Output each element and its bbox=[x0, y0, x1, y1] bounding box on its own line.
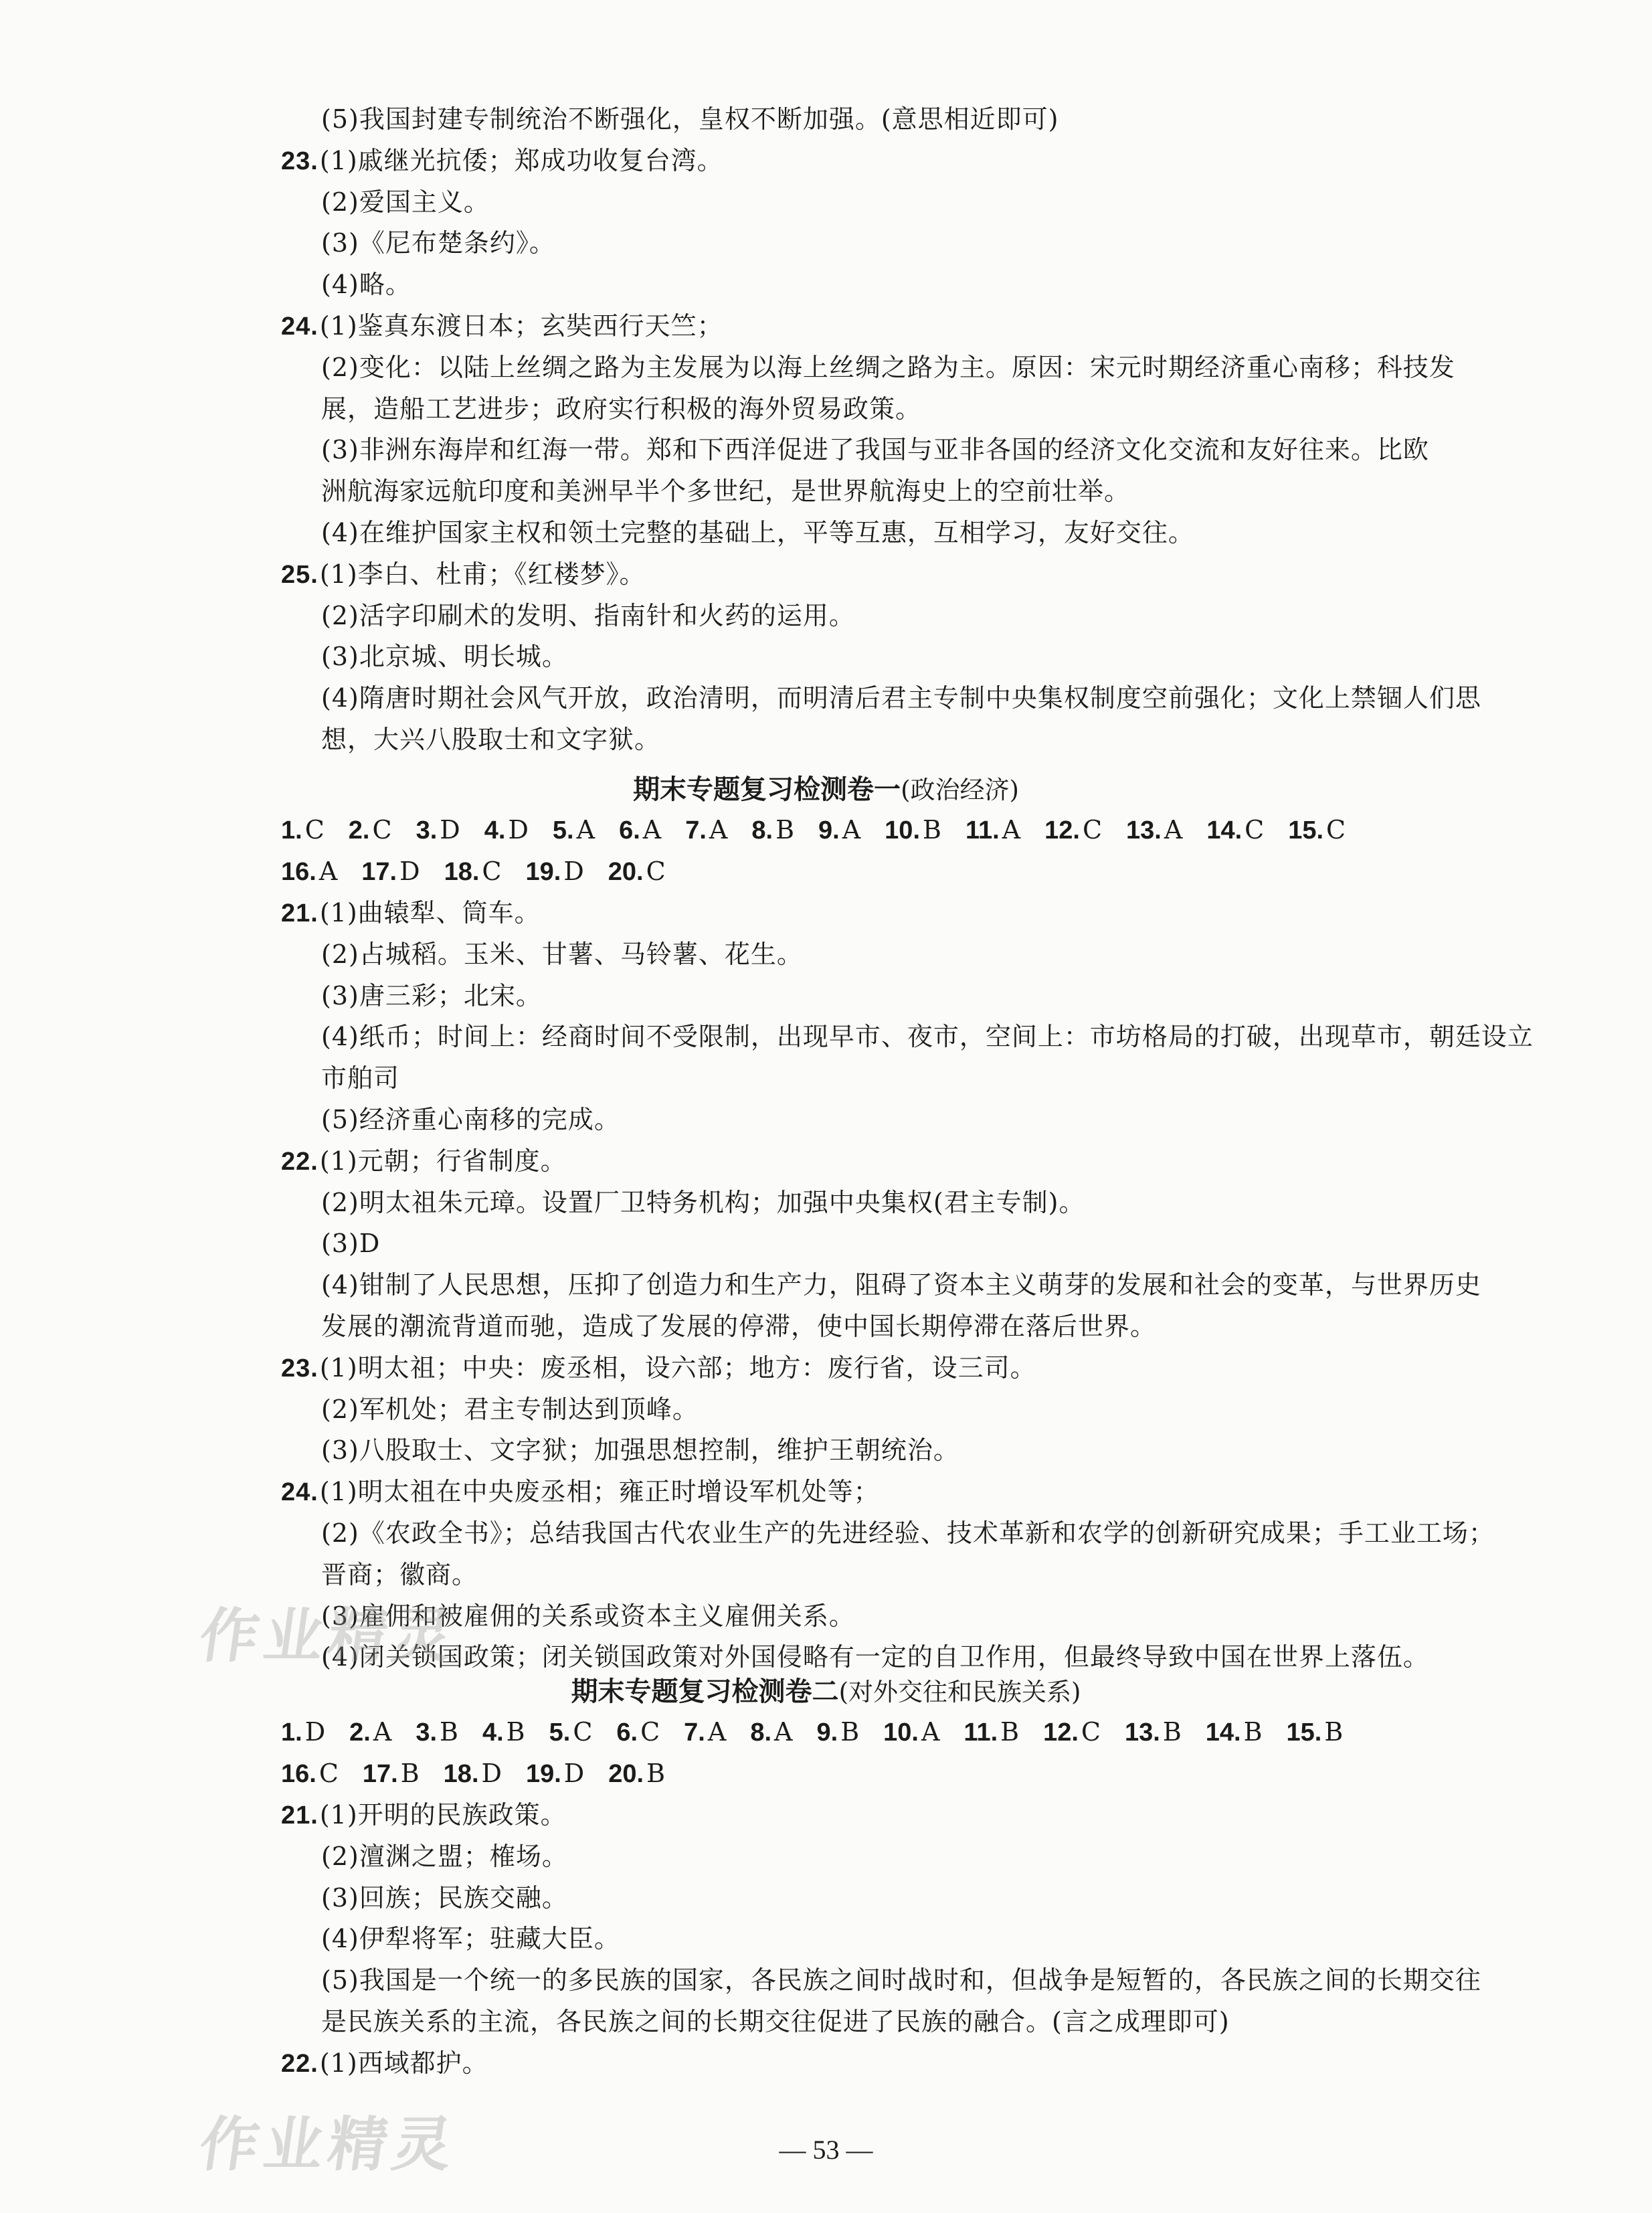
answer-line bbox=[321, 597, 855, 634]
question-answer-line bbox=[281, 555, 646, 594]
mc-answer bbox=[526, 1755, 584, 1793]
question-number: 22. bbox=[281, 1147, 318, 1176]
mc-choice: A bbox=[774, 1717, 793, 1747]
mc-number: 10. bbox=[883, 1718, 919, 1747]
mc-answer bbox=[281, 1755, 339, 1793]
mc-number: 11. bbox=[965, 816, 1000, 845]
mc-choice: D bbox=[563, 857, 584, 886]
mc-number: 12. bbox=[1043, 1718, 1079, 1747]
mc-number: 4. bbox=[484, 816, 506, 845]
section-title-1 bbox=[0, 770, 1652, 810]
watermark-logo: 作业精灵 bbox=[195, 2110, 462, 2179]
answer-text: (1)明太祖在中央废丞相；雍正时增设军机处等； bbox=[319, 1477, 880, 1507]
section-subtitle: (政治经济) bbox=[901, 776, 1019, 804]
answer-text: (4)纸币；时间上：经商时间不受限制，出现早市、夜市，空间上：市坊格局的打破，出现草市，朝廷设立 bbox=[321, 1022, 1534, 1052]
mc-choice: D bbox=[440, 815, 460, 845]
mc-choice: B bbox=[400, 1759, 420, 1788]
question-answer-line bbox=[281, 1142, 567, 1180]
mc-answers-row bbox=[281, 853, 690, 891]
mc-answer bbox=[525, 853, 583, 891]
mc-answers-row bbox=[281, 1755, 689, 1793]
answer-line bbox=[321, 1961, 1481, 1999]
mc-answer bbox=[416, 1713, 458, 1751]
question-answer-line bbox=[281, 1796, 567, 1834]
mc-number: 17. bbox=[362, 1760, 398, 1788]
mc-answer bbox=[416, 811, 460, 849]
mc-number: 8. bbox=[750, 1718, 772, 1747]
mc-choice: C bbox=[646, 857, 666, 886]
mc-answer bbox=[1125, 1713, 1182, 1751]
mc-answer bbox=[281, 1713, 325, 1751]
mc-choice: C bbox=[1245, 815, 1265, 845]
answer-line bbox=[321, 1225, 380, 1262]
section-title-2 bbox=[0, 1672, 1652, 1712]
mc-answer bbox=[484, 811, 529, 849]
question-number: 21. bbox=[281, 1801, 318, 1830]
question-answer-line bbox=[281, 307, 723, 345]
answer-line bbox=[321, 349, 1455, 386]
mc-number: 19. bbox=[525, 1760, 561, 1788]
mc-answers-row bbox=[281, 811, 1370, 849]
answer-line bbox=[321, 1391, 699, 1428]
answer-text: (4)伊犁将军；驻藏大臣。 bbox=[321, 1924, 620, 1954]
mc-choice: C bbox=[1326, 815, 1346, 845]
section-subtitle: (对外交往和民族关系) bbox=[838, 1678, 1081, 1706]
mc-number: 6. bbox=[616, 1718, 638, 1747]
mc-answer bbox=[444, 853, 502, 891]
mc-number: 19. bbox=[525, 858, 561, 886]
question-answer-line bbox=[281, 142, 723, 180]
answer-text: 展，造船工艺进步；政府实行积极的海外贸易政策。 bbox=[321, 393, 922, 424]
mc-choice: B bbox=[1000, 1717, 1020, 1747]
answer-line bbox=[321, 1184, 1085, 1221]
answer-line bbox=[321, 1059, 399, 1097]
mc-choice: D bbox=[563, 1759, 585, 1788]
mc-choice: D bbox=[304, 1717, 326, 1747]
mc-answer bbox=[885, 811, 941, 849]
answer-text: (1)李白、杜甫；《红楼梦》。 bbox=[319, 559, 646, 589]
answer-text: (2)《农政全书》；总结我国古代农业生产的先进经验、技术革新和农学的创新研究成果；手工业工场； bbox=[321, 1518, 1495, 1548]
answer-text: 洲航海家远航印度和美洲早半个多世纪，是世界航海史上的空前壮举。 bbox=[321, 476, 1131, 507]
question-answer-line bbox=[281, 1473, 880, 1511]
answer-line bbox=[321, 1514, 1495, 1552]
mc-choice: C bbox=[372, 815, 392, 845]
mc-choice: A bbox=[1002, 815, 1021, 845]
mc-choice: A bbox=[709, 815, 728, 845]
answer-line bbox=[321, 224, 555, 262]
mc-number: 15. bbox=[1286, 1718, 1322, 1747]
section-title-text: 期末专题复习检测卷一 bbox=[633, 774, 901, 805]
mc-number: 18. bbox=[443, 1760, 479, 1788]
mc-choice: A bbox=[842, 815, 861, 845]
answer-text: 市舶司 bbox=[321, 1063, 400, 1093]
mc-number: 3. bbox=[416, 816, 438, 845]
mc-number: 7. bbox=[685, 816, 707, 845]
answer-line bbox=[321, 638, 568, 675]
answer-line bbox=[321, 266, 411, 303]
mc-answer bbox=[1287, 1713, 1344, 1751]
mc-answer bbox=[818, 811, 860, 849]
mc-number: 18. bbox=[444, 858, 480, 886]
watermark-logo: 作业精灵 bbox=[195, 1601, 462, 1670]
mc-answer bbox=[349, 1713, 391, 1751]
mc-number: 12. bbox=[1044, 816, 1080, 845]
mc-choice: A bbox=[373, 1717, 392, 1747]
answer-line bbox=[321, 1431, 959, 1469]
mc-answer bbox=[750, 1713, 792, 1751]
answer-line bbox=[321, 977, 542, 1014]
answer-line bbox=[321, 1556, 478, 1593]
question-answer-line bbox=[281, 2044, 488, 2083]
mc-answer bbox=[1126, 811, 1182, 849]
answer-line bbox=[321, 1838, 568, 1875]
mc-answer bbox=[549, 1713, 593, 1751]
answer-text: (3)雇佣和被雇佣的关系或资本主义雇佣关系。 bbox=[321, 1601, 855, 1631]
answer-line bbox=[321, 100, 1059, 138]
mc-choice: C bbox=[318, 1759, 339, 1788]
answer-line bbox=[321, 390, 921, 428]
answer-text: (2)军机处；君主专制达到顶峰。 bbox=[321, 1394, 699, 1424]
mc-answer bbox=[616, 1713, 660, 1751]
mc-number: 9. bbox=[818, 816, 840, 845]
answer-text: (3)北京城、明长城。 bbox=[321, 642, 568, 672]
mc-choice: C bbox=[573, 1717, 593, 1747]
mc-number: 9. bbox=[816, 1718, 838, 1747]
question-answer-line bbox=[281, 1349, 1036, 1387]
mc-choice: C bbox=[640, 1717, 660, 1747]
mc-answer bbox=[751, 811, 794, 849]
answer-line bbox=[321, 1638, 1429, 1676]
answer-text: (1)元朝；行省制度。 bbox=[319, 1146, 567, 1176]
mc-choice: A bbox=[642, 815, 662, 845]
mc-number: 2. bbox=[349, 1718, 371, 1747]
answer-text: (2)明太祖朱元璋。设置厂卫特务机构；加强中央集权(君主专制)。 bbox=[321, 1187, 1085, 1217]
answer-text: 想，大兴八股取士和文字狱。 bbox=[321, 725, 661, 754]
question-number: 23. bbox=[281, 147, 318, 175]
mc-choice: B bbox=[923, 815, 941, 845]
mc-choice: A bbox=[1164, 815, 1183, 845]
mc-choice: A bbox=[318, 857, 338, 886]
answer-text: (1)开明的民族政策。 bbox=[319, 1800, 567, 1830]
mc-answer bbox=[816, 1713, 859, 1751]
mc-number: 14. bbox=[1205, 1718, 1241, 1747]
mc-choice: C bbox=[1081, 1717, 1101, 1747]
mc-number: 1. bbox=[281, 816, 302, 845]
mc-number: 20. bbox=[608, 858, 644, 886]
answer-text: (4)隋唐时期社会风气开放，政治清明，而明清后君主专制中央集权制度空前强化；文化上禁锢人们思 bbox=[321, 683, 1481, 713]
mc-number: 16. bbox=[281, 1760, 316, 1788]
question-number: 24. bbox=[281, 1478, 318, 1507]
answer-text: (3)《尼布楚条约》。 bbox=[321, 228, 555, 258]
mc-answer bbox=[963, 1713, 1019, 1751]
answer-text: (1)明太祖；中央：废丞相，设六部；地方：废行省，设三司。 bbox=[319, 1352, 1036, 1383]
mc-choice: B bbox=[646, 1759, 666, 1788]
mc-answer bbox=[608, 853, 666, 891]
mc-number: 10. bbox=[885, 816, 920, 845]
mc-number: 11. bbox=[963, 1718, 998, 1747]
answer-text: (4)略。 bbox=[321, 270, 411, 300]
mc-choice: B bbox=[840, 1717, 860, 1747]
mc-choice: A bbox=[576, 815, 595, 845]
answer-text: (1)西域都护。 bbox=[319, 2048, 488, 2078]
mc-choice: B bbox=[440, 1717, 458, 1747]
mc-number: 2. bbox=[348, 816, 370, 845]
answer-text: (3)非洲东海岸和红海一带。郑和下西洋促进了我国与亚非各国的经济文化交流和友好往来。比欧 bbox=[321, 435, 1429, 465]
answer-text: (4)钳制了人民思想，压抑了创造力和生产力，阻碍了资本主义萌芽的发展和社会的变革，与世界历史 bbox=[321, 1270, 1481, 1300]
mc-choice: B bbox=[775, 815, 795, 845]
answer-text: (2)活字印刷术的发明、指南针和火药的运用。 bbox=[321, 600, 855, 630]
answer-line bbox=[321, 721, 660, 758]
answer-line bbox=[321, 514, 1194, 551]
mc-number: 16. bbox=[281, 858, 316, 886]
answer-text: (5)我国是一个统一的多民族的国家，各民族之间时战时和，但战争是短暂的，各民族之间的长期交往 bbox=[321, 1965, 1481, 1996]
mc-choice: D bbox=[399, 857, 420, 886]
answer-line bbox=[321, 2003, 1230, 2040]
mc-answer bbox=[608, 1755, 665, 1793]
mc-answer bbox=[361, 853, 420, 891]
mc-answer bbox=[281, 811, 325, 849]
mc-answer bbox=[684, 1713, 726, 1751]
question-number: 23. bbox=[281, 1354, 318, 1383]
answer-line bbox=[321, 679, 1481, 717]
page-number: — 53 — bbox=[779, 2135, 873, 2165]
answer-text: (5)我国封建专制统治不断强化，皇权不断加强。(意思相近即可) bbox=[321, 104, 1059, 134]
mc-answer bbox=[349, 811, 392, 849]
mc-number: 17. bbox=[361, 858, 397, 886]
mc-choice: B bbox=[1324, 1717, 1344, 1747]
answer-text: (4)闭关锁国政策；闭关锁国政策对外国侵略有一定的自卫作用，但最终导致中国在世界上落伍。 bbox=[321, 1642, 1429, 1672]
mc-number: 4. bbox=[482, 1718, 504, 1747]
answer-text: (2)澶渊之盟；榷场。 bbox=[321, 1841, 568, 1871]
mc-choice: B bbox=[1162, 1717, 1182, 1747]
answer-text: (5)经济重心南移的完成。 bbox=[321, 1105, 620, 1134]
mc-answer bbox=[1206, 811, 1264, 849]
mc-number: 5. bbox=[552, 816, 574, 845]
answer-text: (1)戚继光抗倭；郑成功收复台湾。 bbox=[319, 145, 723, 175]
mc-answer bbox=[553, 811, 595, 849]
mc-answer bbox=[883, 1713, 939, 1751]
mc-choice: A bbox=[921, 1717, 940, 1747]
mc-answer bbox=[966, 811, 1020, 849]
question-number: 25. bbox=[281, 560, 318, 589]
answer-line bbox=[321, 936, 803, 973]
answer-line bbox=[321, 1018, 1534, 1055]
answer-text: (1)曲辕犁、筒车。 bbox=[319, 898, 541, 927]
mc-number: 1. bbox=[281, 1718, 302, 1747]
mc-answer bbox=[1288, 811, 1346, 849]
mc-number: 7. bbox=[684, 1718, 705, 1747]
mc-answer bbox=[363, 1755, 420, 1793]
answer-text: (3)D bbox=[321, 1229, 381, 1259]
question-number: 22. bbox=[281, 2049, 318, 2078]
answer-line bbox=[321, 1308, 1156, 1345]
question-number: 24. bbox=[281, 313, 318, 341]
mc-number: 5. bbox=[549, 1718, 571, 1747]
mc-choice: B bbox=[506, 1717, 525, 1747]
answer-text: (3)八股取士、文字狱；加强思想控制，维护王朝统治。 bbox=[321, 1435, 959, 1466]
mc-number: 13. bbox=[1124, 1718, 1160, 1747]
mc-answer bbox=[482, 1713, 525, 1751]
mc-choice: C bbox=[1082, 815, 1103, 845]
mc-choice: A bbox=[707, 1717, 727, 1747]
mc-answers-row bbox=[281, 1713, 1367, 1751]
answer-line bbox=[321, 472, 1130, 510]
mc-choice: D bbox=[508, 815, 529, 845]
mc-number: 3. bbox=[416, 1718, 438, 1747]
answer-line bbox=[321, 1879, 568, 1917]
section-title-text: 期末专题复习检测卷二 bbox=[571, 1676, 839, 1707]
mc-number: 13. bbox=[1126, 816, 1162, 845]
answer-text: (3)回族；民族交融。 bbox=[321, 1882, 568, 1913]
answer-text: 晋商；徽商。 bbox=[321, 1559, 478, 1589]
answer-line bbox=[321, 1920, 620, 1957]
answer-line bbox=[321, 1101, 620, 1138]
mc-choice: C bbox=[482, 857, 502, 886]
answer-text: (2)变化：以陆上丝绸之路为主发展为以海上丝绸之路为主。原因：宋元时期经济重心南移；科技发 bbox=[321, 352, 1455, 382]
mc-answer bbox=[1206, 1713, 1263, 1751]
mc-number: 8. bbox=[751, 816, 773, 845]
answer-line bbox=[321, 431, 1429, 468]
answer-text: (2)占城稻。玉米、甘薯、马铃薯、花生。 bbox=[321, 939, 803, 969]
answer-text: (1)鉴真东渡日本；玄奘西行天竺； bbox=[319, 311, 723, 341]
answer-text: 发展的潮流背道而驰，造成了发展的停滞，使中国长期停滞在落后世界。 bbox=[321, 1312, 1157, 1341]
answer-text: (4)在维护国家主权和领土完整的基础上，平等互惠，互相学习，友好交往。 bbox=[321, 518, 1194, 547]
answer-text: (3)唐三彩；北宋。 bbox=[321, 980, 542, 1010]
mc-answer bbox=[444, 1755, 502, 1793]
mc-answer bbox=[1043, 1713, 1101, 1751]
answer-text: 是民族关系的主流，各民族之间的长期交往促进了民族的融合。(言之成理即可) bbox=[321, 2007, 1230, 2036]
answer-line bbox=[321, 183, 490, 221]
mc-number: 6. bbox=[619, 816, 640, 845]
mc-number: 15. bbox=[1288, 816, 1324, 845]
mc-answer bbox=[619, 811, 661, 849]
mc-choice: D bbox=[481, 1759, 502, 1788]
mc-choice: C bbox=[304, 815, 325, 845]
question-number: 21. bbox=[281, 899, 318, 927]
mc-number: 20. bbox=[608, 1760, 644, 1788]
answer-text: (2)爱国主义。 bbox=[321, 187, 490, 217]
mc-answer bbox=[281, 853, 337, 891]
answer-line bbox=[321, 1266, 1481, 1304]
question-answer-line bbox=[281, 894, 541, 932]
mc-choice: B bbox=[1243, 1717, 1263, 1747]
mc-number: 14. bbox=[1206, 816, 1243, 845]
mc-answer bbox=[685, 811, 727, 849]
mc-answer bbox=[1044, 811, 1102, 849]
